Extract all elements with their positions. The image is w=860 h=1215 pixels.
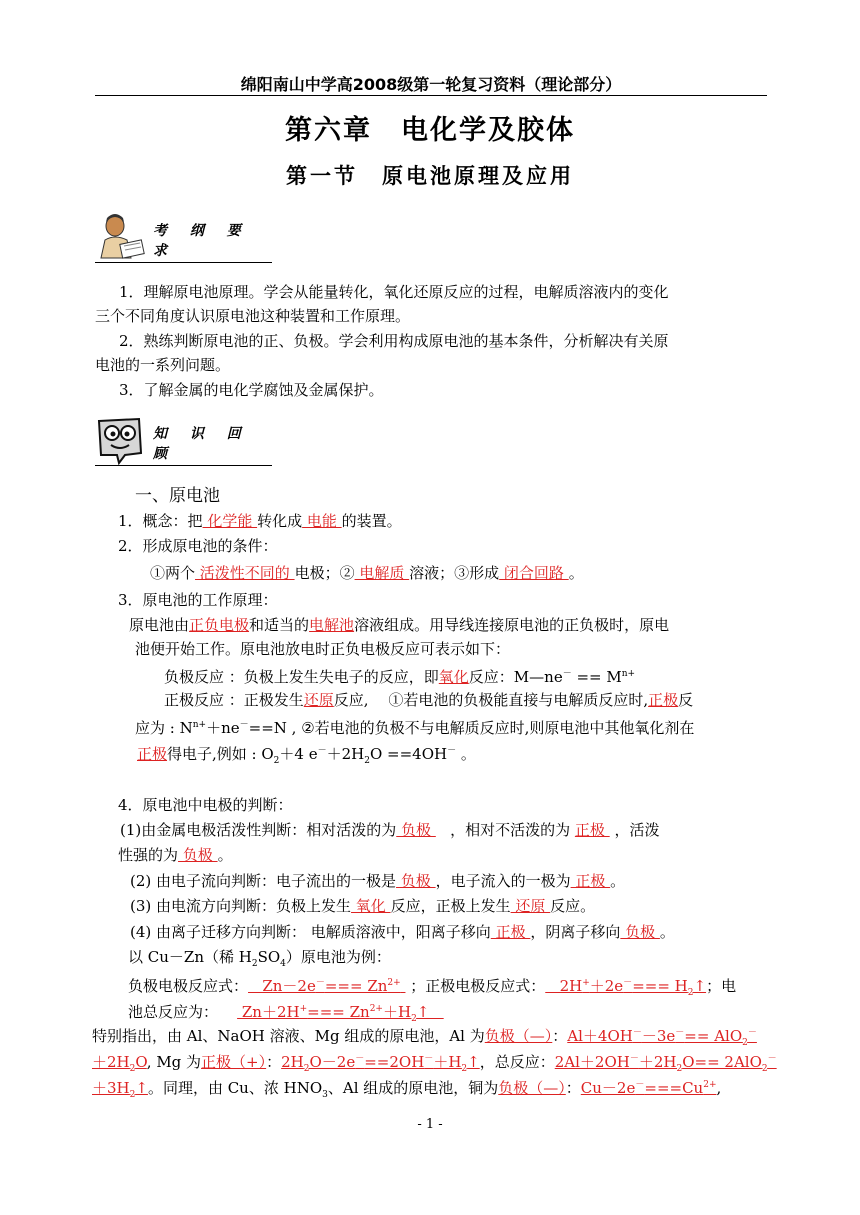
banner-label: 知 识 回 顾 xyxy=(153,426,250,462)
judge-line-2: (2) 由电子流向判断：电子流出的一极是 负极 ，电子流入的一极为 正极 。 xyxy=(130,872,626,890)
negative-reaction-line: 负极反应 ：负极上发生失电子的反应，即氧化反应：M—ne－ == $M^{n+}$ xyxy=(164,668,636,686)
cartoon-face-icon xyxy=(95,415,147,465)
chapter-title: 第六章 电化学及胶体 xyxy=(285,115,575,146)
judge-line-1: (1)由金属电极活泼性判断：相对活泼的为 负极 ，相对不活泼的为 正极 ，活泼 xyxy=(120,821,660,839)
principle-line-1: 原电池由正负电极和适当的电解池溶液组成。用导线连接原电池的正负极时，原电 xyxy=(129,616,670,634)
positive-reaction-line: 正极反应 ：正极发生还原反应, ①若电池的负极能直接与电解质反应时,正极反 xyxy=(164,691,694,709)
principle-title: 3．原电池的工作原理： xyxy=(118,591,278,609)
req-line-5: 3．了解金属的电化学腐蚀及金属保护。 xyxy=(119,381,384,399)
condition-title: 2．形成原电池的条件： xyxy=(118,537,278,555)
heading-primary-cell: 一、原电池 xyxy=(135,486,220,506)
req-line-3: 2．熟练判断原电池的正、负极。学会利用构成原电池的基本条件，分析解决有关原 xyxy=(119,332,669,350)
judge-title: 4．原电池中电极的判断： xyxy=(118,796,293,814)
example-line: 以 Cu－Zn（稀 $H_2SO_4$）原电池为例： xyxy=(128,948,391,969)
header-rule xyxy=(95,95,767,96)
condition-line: ①两个 活泼性不同的 电极；② 电解质 溶液；③形成 闭合回路 。 xyxy=(150,564,584,582)
cuzn-reaction-line: 负极电极反应式： $Zn-2e^-=== Zn^{2+}$ ；正极电极反应式： $2H^++2e^-=== H_2↑$；电 xyxy=(128,977,737,998)
banner-label: 考 纲 要 求 xyxy=(153,223,250,259)
banner-underline xyxy=(95,262,272,263)
page-number: - 1 - xyxy=(417,1117,443,1132)
special-line-2: $+2H_2O$, Mg 为正极（+）：$2H_2O-2e^-==2OH^-+H_2↑$，总反应：$2Al+2OH^-+2H_2O== 2AlO_2^-$ xyxy=(92,1053,777,1074)
section-title: 第一节 原电池原理及应用 xyxy=(286,163,574,188)
running-header: 绵阳南山中学高2008级第一轮复习资料（理论部分） xyxy=(240,75,622,94)
req-line-2: 三个不同角度认识原电池这种装置和工作原理。 xyxy=(95,307,411,325)
req-line-1: 1．理解原电池原理。学会从能量转化，氧化还原反应的过程，电解质溶液内的变化 xyxy=(119,283,669,301)
banner-review xyxy=(95,415,272,467)
reading-person-icon xyxy=(95,212,147,262)
judge-line-1b: 性强的为 负极 。 xyxy=(118,846,233,864)
principle-line-2: 池便开始工作。原电池放电时正负电极反应可表示如下： xyxy=(135,640,511,658)
cuzn-total-line: 池总反应为： $Zn+2H^+=== Zn^{2+}+H_2↑$ xyxy=(128,1003,444,1024)
special-line-1: 特别指出，由 Al、NaOH 溶液、Mg 组成的原电池，Al 为负极（—）：Al＋4OH－－3e－== AlO$_2$－ xyxy=(92,1027,757,1048)
judge-line-4: (4) 由离子迁移方向判断： 电解质溶液中，阳离子移向 正极 ，阴离子移向 负极 。 xyxy=(130,923,675,941)
banner-underline xyxy=(95,465,272,466)
concept-line: 1．概念：把 化学能 转化成 电能 的装置。 xyxy=(118,512,402,530)
special-line-3: $+3H_2↑$。同理，由 Cu、浓 $HNO_3$、Al 组成的原电池，铜为负极（—）：$Cu-2e^-===Cu^{2+}$, xyxy=(92,1079,722,1100)
judge-line-3: (3) 由电流方向判断：负极上发生 氧化 反应，正极上发生 还原 反应。 xyxy=(130,897,596,915)
positive-reaction-cont: 应为 : $N^{n+}+ne^-==N$ , ②若电池的负极不与电解质反应时,则原电池中其他氧化剂在 xyxy=(135,719,695,737)
req-line-4: 电池的一系列问题。 xyxy=(95,356,231,374)
banner-requirements xyxy=(95,212,272,264)
positive-example-line: 正极得电子,例如 : $O_2+4$ $e^-+2H_2O ==4OH^-$ 。 xyxy=(137,745,476,766)
